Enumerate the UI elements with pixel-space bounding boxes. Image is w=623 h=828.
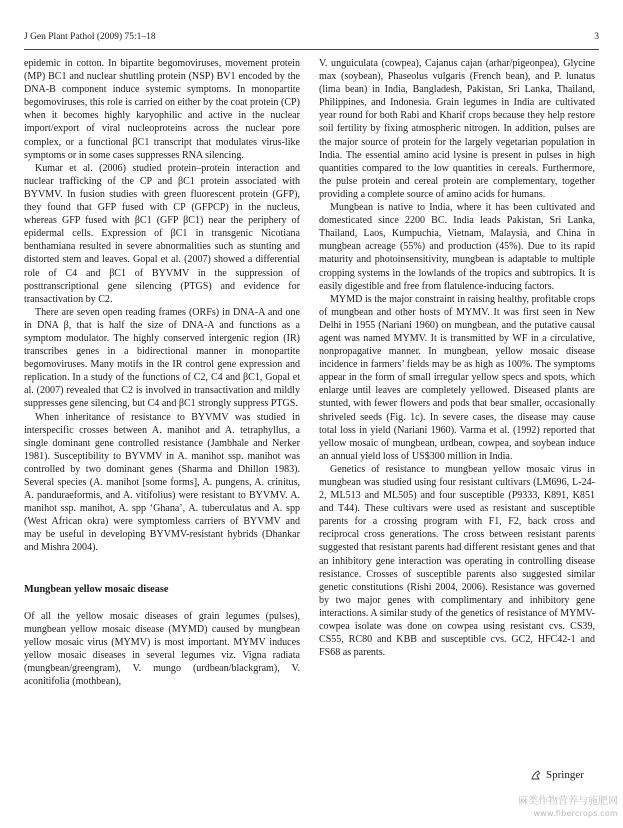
publisher-name: Springer — [546, 769, 584, 781]
paragraph: There are seven open reading frames (ORFs) in DNA-A and one in DNA β, that is half the size of DNA-A and functions as a symptom modulator. The highly conserved intergenic region (IR) transcribes genes in a bidirectional manner in monopartite begomoviruses. Many motifs in the IR control gene expression and replication. In a study of the functions of C2, C4 and βC1, Gopal et al. (2007) revealed that C2 is involved in transactivation and mildly suppresses gene silencing, but C4 and βC1 strongly suppress PTGS. — [24, 306, 300, 410]
paragraph: When inheritance of resistance to BYVMV was studied in interspecific crosses between A. manihot and A. tetraphyllus, a single dominant gene controlled resistance (Jambhale and Nerker 1981). Susceptibility to BYVMV in A. manihot ssp. manihot was controlled by two dominant genes (Sharma and Dhillon 1983). Several species (A. manihot [some forms], A. pungens, A. crinitus, A. panduraeformis, and A. vitifolius) were resistant to BYVMV. A. manihot ssp. manihot, A. spp ‘Ghana’, A. tuberculatus and A. spp (West African okra) were symptomless carriers of BYVMV and may be useful in developing BYVMV-resistant hybrids (Dhankar and Mishra 2004). — [24, 411, 300, 554]
paragraph: epidemic in cotton. In bipartite begomoviruses, movement protein (MP) BC1 and nuclear shuttling protein (NSP) BV1 encoded by the DNA-B component induce systemic symptoms. In monopartite begomoviruses, this role is carried on either by the coat protein (CP) when it becomes highly karyophilic and active in the nuclear import/export of viral nucleoproteins across the nuclear pore complex, or a functional βC1 transcript that modulates virus-like symptoms or in some cases suppresses RNA silencing. — [24, 58, 300, 161]
paragraph: Mungbean is native to India, where it has been cultivated and domesticated since 2200 BC. India leads Pakistan, Sri Lanka, Thailand, Laos, Kumpuchia, Vietnam, Malaysia, and China in mungbean acreage (55%) and production (45%). Due to its rapid maturity and photoinsensitivity, mungbean is adaptable to multiple cropping systems in the lowlands of the tropics and subtropics. It is easily digestible and free from flatulence-inducing factors. — [319, 202, 595, 292]
paragraph: Kumar et al. (2006) studied protein–protein interaction and nuclear trafficking of the CP and βC1 protein associated with BYVMV. In fusion studies with green fluorescent protein (GFP), they found that GFP fused with CP (GFPCP) in the nucleus, whereas GFP fused with βC1 (GFP βC1) near the periphery of epidermal cells. Expression of βC1 in transgenic Nicotiana benthamiana resulted in severe abnormalities such as stunting and distorted stem and leaves. Gopal et al. (2007) showed a differential role of C4 and βC1 of BYVMV in the suppression of posttranscriptional gene silencing (PTGS) and evidence for transactivation by C2. — [24, 162, 300, 305]
springer-horse-icon — [530, 769, 542, 781]
watermark-url: www.fibercrops.com — [533, 809, 618, 818]
paragraph: Genetics of resistance to mungbean yellow mosaic virus in mungbean was studied using four resistant cultivars (LM696, L-24-2, ML513 and ML505) and four susceptible (P9333, K891, K851 and T44). These cultivars were used as resistant and susceptible parents for a crossing program with F1, F2, back cross and reciprocal cross generations. The cross between resistant parents suggested that resistant parents had different resistant genes and that an inhibitory gene interaction was operating in controlling disease resistance. Crosses of susceptible parents also suggested similar genetic constitutions (Rishi 2004, 2006). Resistance was governed by two major genes with complimentary and inhibitory gene interactions. A similar study of the genetics of resistance of MYMV-cowpea isolate was done on cowpea using resistant cvs. CS39, CS55, RC80 and KBB and susceptible cvs. GC2, HFC42-1 and FS68 as parents. — [319, 463, 595, 659]
watermark — [500, 796, 618, 820]
watermark-line: 麻类作物营养与施肥网 — [518, 796, 618, 807]
page-number: 3 — [594, 32, 599, 42]
paragraph: Of all the yellow mosaic diseases of grain legumes (pulses), mungbean yellow mosaic disease (MYMD) caused by mungbean yellow mosaic virus (MYMV) is most important. MYMV induces yellow mosaic diseases in several legumes viz. Vigna radiata (mungbean/greengram), V. mungo (urdbean/blackgram), V. aconitifolia (mothbean), — [24, 610, 300, 688]
publisher-footer — [530, 769, 584, 781]
paragraph: V. unguiculata (cowpea), Cajanus cajan (arhar/pigeonpea), Glycine max (soybean), Phaseolus vulgaris (French bean), and P. lunatus (lima bean) in India, Bangladesh, Pakistan, Sri Lanka, Thailand, Philippines, and Indonesia. Grain legumes in India are cultivated year round for both Rabi and Kharif crops because they help restore soil fertility by fixing atmospheric nitrogen. In addition, pulses are the major source of protein for the largely vegetarian population in India. The essential amino acid lysine is present in pulses in high quantities compared to the low quantities in cereals. Furthermore, the pulse protein and cereal protein are complementary, together providing a complete source of amino acids for humans. — [319, 58, 595, 200]
left-column — [24, 57, 300, 688]
journal-citation: J Gen Plant Pathol (2009) 75:1–18 — [24, 32, 156, 42]
section-heading: Mungbean yellow mosaic disease — [24, 583, 169, 595]
header-rule — [24, 49, 599, 50]
running-header — [24, 32, 599, 46]
right-column — [319, 57, 595, 659]
paragraph: MYMD is the major constraint in raising healthy, profitable crops of mungbean and other hosts of MYMV. It was first seen in New Delhi in 1955 (Nariani 1960) on mungbean, and the putative causal agent was named MYMV. It is transmitted by WF in a circulative, nonpropagative manner. In mungbean, yellow mosaic disease incidence in farmers’ fields may be as high as 100%. The symptoms appear in the form of small irregular yellow specs and spots, which enlarge until leaves are completely yellowed. Diseased plants are stunted, with fewer flowers and pods that bear smaller, occasionally shriveled seeds (Fig. 1c). In severe cases, the disease may cause total loss in yield (Nariani 1960). Varma et al. (1992) reported that yellow mosaic of mungbean, urdbean, cowpea, and soybean induce an annual yield loss of US$300 million in India. — [319, 293, 595, 462]
